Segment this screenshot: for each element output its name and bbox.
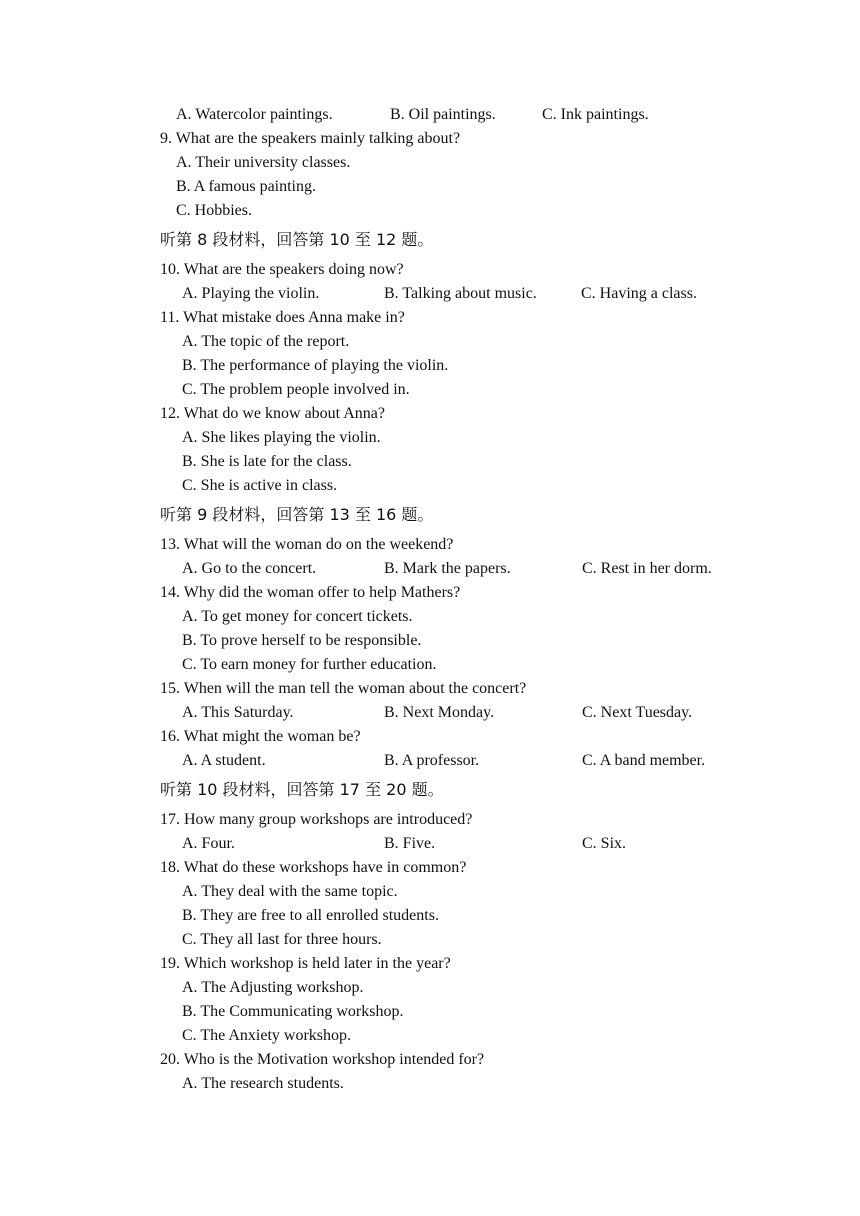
section-heading-9: 听第 9 段材料，回答第 13 至 16 题。 — [160, 505, 434, 524]
q10-option-c: C. Having a class. — [581, 285, 697, 302]
q13-option-a: A. Go to the concert. — [182, 560, 317, 577]
q12-option-c: C. She is active in class. — [182, 477, 338, 494]
q18-option-b: B. They are free to all enrolled students. — [182, 907, 439, 924]
section-heading-10: 听第 10 段材料，回答第 17 至 20 题。 — [160, 780, 444, 799]
q15-question: 15. When will the man tell the woman about the concert? — [160, 680, 527, 697]
q14-option-b: B. To prove herself to be responsible. — [182, 632, 422, 649]
q15-option-c: C. Next Tuesday. — [582, 704, 693, 721]
q12-question: 12. What do we know about Anna? — [160, 405, 385, 422]
q14-option-c: C. To earn money for further education. — [182, 656, 437, 673]
q11-option-a: A. The topic of the report. — [182, 333, 350, 350]
q17-option-b: B. Five. — [384, 835, 436, 852]
q20-option-a: A. The research students. — [182, 1075, 344, 1092]
q16-option-b: B. A professor. — [384, 752, 480, 769]
q11-question: 11. What mistake does Anna make in? — [160, 309, 405, 326]
q11-option-b: B. The performance of playing the violin. — [182, 357, 449, 374]
section-heading-8: 听第 8 段材料，回答第 10 至 12 题。 — [160, 230, 434, 249]
q11-option-c: C. The problem people involved in. — [182, 381, 410, 398]
q9-question: 9. What are the speakers mainly talking about? — [160, 130, 461, 147]
q16-option-c: C. A band member. — [582, 752, 706, 769]
q17-option-a: A. Four. — [182, 835, 235, 852]
q10-question: 10. What are the speakers doing now? — [160, 261, 404, 278]
q18-option-a: A. They deal with the same topic. — [182, 883, 398, 900]
q9-option-a: A. Their university classes. — [176, 154, 351, 171]
q8-option-c: C. Ink paintings. — [542, 106, 649, 123]
q9-option-c: C. Hobbies. — [176, 202, 252, 219]
q14-option-a: A. To get money for concert tickets. — [182, 608, 413, 625]
q16-option-a: A. A student. — [182, 752, 266, 769]
q18-option-c: C. They all last for three hours. — [182, 931, 382, 948]
q19-question: 19. Which workshop is held later in the year? — [160, 955, 451, 972]
q10-option-a: A. Playing the violin. — [182, 285, 320, 302]
q19-option-c: C. The Anxiety workshop. — [182, 1027, 352, 1044]
q17-option-c: C. Six. — [582, 835, 627, 852]
q16-question: 16. What might the woman be? — [160, 728, 361, 745]
q19-option-a: A. The Adjusting workshop. — [182, 979, 364, 996]
q12-option-b: B. She is late for the class. — [182, 453, 352, 470]
q8-option-a: A. Watercolor paintings. — [176, 106, 333, 123]
q15-option-b: B. Next Monday. — [384, 704, 495, 721]
q14-question: 14. Why did the woman offer to help Mathers? — [160, 584, 461, 601]
q12-option-a: A. She likes playing the violin. — [182, 429, 381, 446]
q13-option-b: B. Mark the papers. — [384, 560, 511, 577]
q13-question: 13. What will the woman do on the weekend? — [160, 536, 454, 553]
q15-option-a: A. This Saturday. — [182, 704, 294, 721]
q10-option-b: B. Talking about music. — [384, 285, 537, 302]
q19-option-b: B. The Communicating workshop. — [182, 1003, 404, 1020]
q9-option-b: B. A famous painting. — [176, 178, 316, 195]
q18-question: 18. What do these workshops have in common? — [160, 859, 467, 876]
q8-option-b: B. Oil paintings. — [390, 106, 496, 123]
q20-question: 20. Who is the Motivation workshop intended for? — [160, 1051, 485, 1068]
q13-option-c: C. Rest in her dorm. — [582, 560, 712, 577]
q17-question: 17. How many group workshops are introduced? — [160, 811, 473, 828]
